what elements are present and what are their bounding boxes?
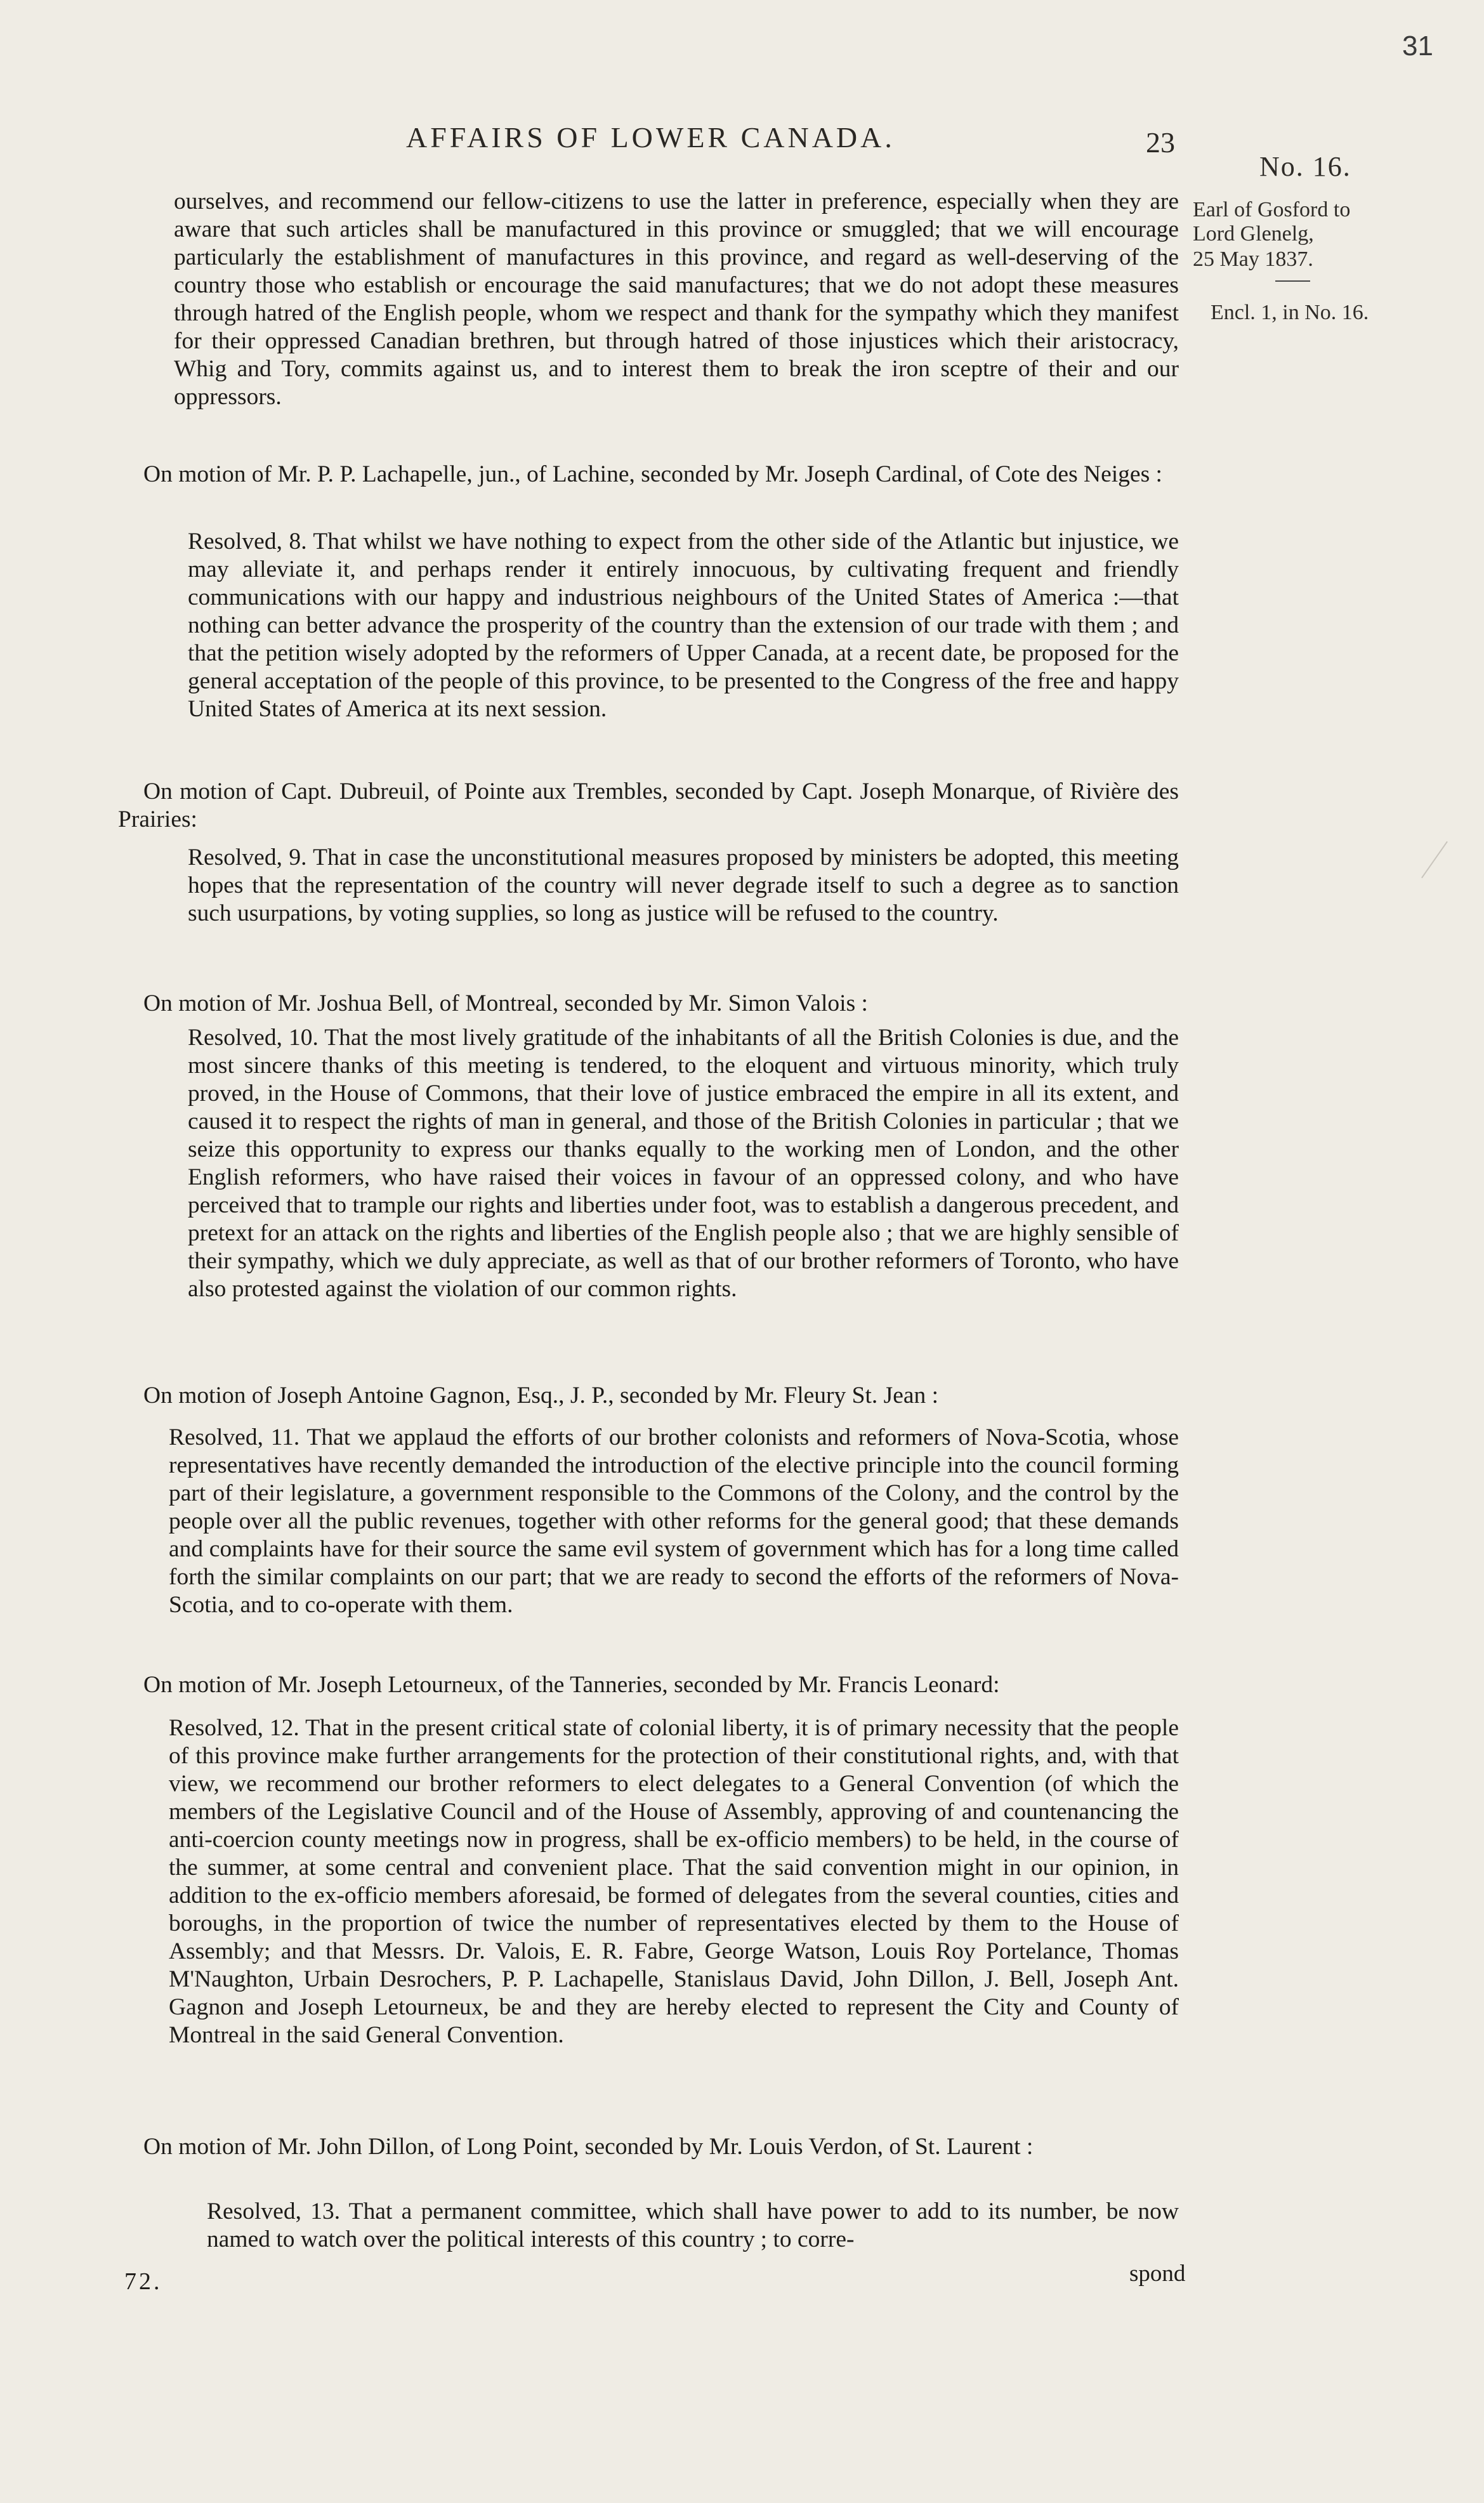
resolution-8: Resolved, 8. That whilst we have nothing to expect from the other side of the Atlantic but injustice, we may alleviate it, and perhaps render it entirely innocuous, by cultivating frequent and friendly communications with our happy and industrious neighbours of the United States of America :—that nothing can better advance the prosperity of the country than the extension of our trade with them ; and that the petition wisely adopted by the reformers of Upper Canada, at a recent date, be proposed for the general acceptation of the people of this province, to be presented to the Congress of the free and happy United States of America at its next session. [188, 529, 1179, 722]
resolution-9: Resolved, 9. That in case the unconstitutional measures proposed by ministers be adopted, this meeting hopes that the representation of the country will never degrade itself to such a degree as to sanction such usurpations, by voting supplies, so long as justice will be refused to the country. [188, 844, 1179, 926]
resolution-11: Resolved, 11. That we applaud the efforts of our brother colonists and reformers of Nova-Scotia, whose representatives have recently demanded the introduction of the elective principle into the council forming part of their legislature, a government responsible to the Commons of the Colony, and the control by the people over all the public revenues, together with other reforms for the general good; that these demands and complaints have for their source the same evil system of government which has for a long time called forth the similar complaints on our part; that we are ready to second the efforts of the reformers of Nova-Scotia, and to co-operate with them. [169, 1424, 1179, 1618]
margin-note-date: 25 May 1837. [1193, 247, 1313, 271]
running-head: AFFAIRS OF LOWER CANADA. [406, 121, 895, 154]
signature-mark: 72. [124, 2268, 162, 2295]
catchword: spond [1129, 2261, 1186, 2287]
folio-number: 23 [1146, 126, 1175, 159]
margin-rule [1275, 280, 1310, 282]
margin-number: No. 16. [1259, 151, 1351, 182]
page-number: 31 [1402, 30, 1433, 62]
motion-11: On motion of Joseph Antoine Gagnon, Esq., J. P., seconded by Mr. Fleury St. Jean : [143, 1383, 939, 1409]
resolution-10: Resolved, 10. That the most lively gratitude of the inhabitants of all the British Colonies is due, and the most sincere thanks of this meeting is tendered, to the eloquent and virtuous minority, which truly proved, in the House of Commons, that their love of justice embraced the empire in all its extent, and caused it to respect the rights of man in general, and those of the British Colonies in particular ; that we seize this opportunity to express our thanks equally to the working men of London, and the other English reformers, who have raised their voices in favour of an oppressed colony, and who have perceived that to trample our rights and liberties under foot, was to establish a dangerous precedent, and pretext for an attack on the rights and liberties of the English people also ; that we are highly sensible of their sympathy, which we duly appreciate, as well as that of our brother reformers of Toronto, who have also protested against the violation of our common rights. [188, 1025, 1179, 1302]
paper-mark [1421, 841, 1448, 878]
motion-8: On motion of Mr. P. P. Lachapelle, jun., of Lachine, seconded by Mr. Joseph Cardinal, of Cote des Neiges : [143, 461, 1162, 487]
margin-note-line2: Lord Glenelg, [1193, 222, 1314, 246]
motion-13: On motion of Mr. John Dillon, of Long Point, seconded by Mr. Louis Verdon, of St. Laurent : [143, 2134, 1034, 2160]
motion-9: On motion of Capt. Dubreuil, of Pointe aux Trembles, seconded by Capt. Joseph Monarque, of Rivière des Prairies: [118, 778, 1179, 832]
opening-paragraph: ourselves, and recommend our fellow-citizens to use the latter in preference, especially when they are aware that such articles shall be manufactured in this province or smuggled; that we will encourage particularly the establishment of manufactures in this province, and regard as well-deserving of the country those who establish or encourage the said manufactures; that we do not adopt these measures through hatred of the English people, whom we respect and thank for the sympathy which they manifest for their oppressed Canadian brethren, but through hatred of those injustices which their aristocracy, Whig and Tory, commits against us, and to interest them to break the iron sceptre of their and our oppressors. [174, 188, 1179, 410]
motion-10: On motion of Mr. Joshua Bell, of Montreal, seconded by Mr. Simon Valois : [143, 990, 868, 1016]
motion-12: On motion of Mr. Joseph Letourneux, of the Tanneries, seconded by Mr. Francis Leonard: [143, 1672, 1000, 1698]
margin-note-line1: Earl of Gosford to [1193, 198, 1351, 221]
margin-note-enclosure: Encl. 1, in No. 16. [1211, 301, 1369, 324]
resolution-13: Resolved, 13. That a permanent committee, which shall have power to add to its number, be now named to watch over the political interests of this country ; to corre- [207, 2198, 1179, 2252]
resolution-12: Resolved, 12. That in the present critical state of colonial liberty, it is of primary necessity that the people of this province make further arrangements for the protection of their constitutional rights, and, with that view, we recommend our brother reformers to elect delegates to a General Convention (of which the members of the Legislative Council and of the House of Assembly, approving of and countenancing the anti-coercion county meetings now in progress, shall be ex-officio members) to be held, in the course of the summer, at some central and convenient place. That the said convention might in our opinion, in addition to the ex-officio members aforesaid, be formed of delegates from the several counties, cities and boroughs, in the proportion of twice the number of representatives elected by them to the House of Assembly; and that Messrs. Dr. Valois, E. R. Fabre, George Watson, Louis Roy Portelance, Thomas M'Naughton, Urbain Desrochers, P. P. Lachapelle, Stanislaus David, John Dillon, J. Bell, Joseph Ant. Gagnon and Joseph Letourneux, be and they are hereby elected to represent the City and County of Montreal in the said General Convention. [169, 1715, 1179, 2048]
